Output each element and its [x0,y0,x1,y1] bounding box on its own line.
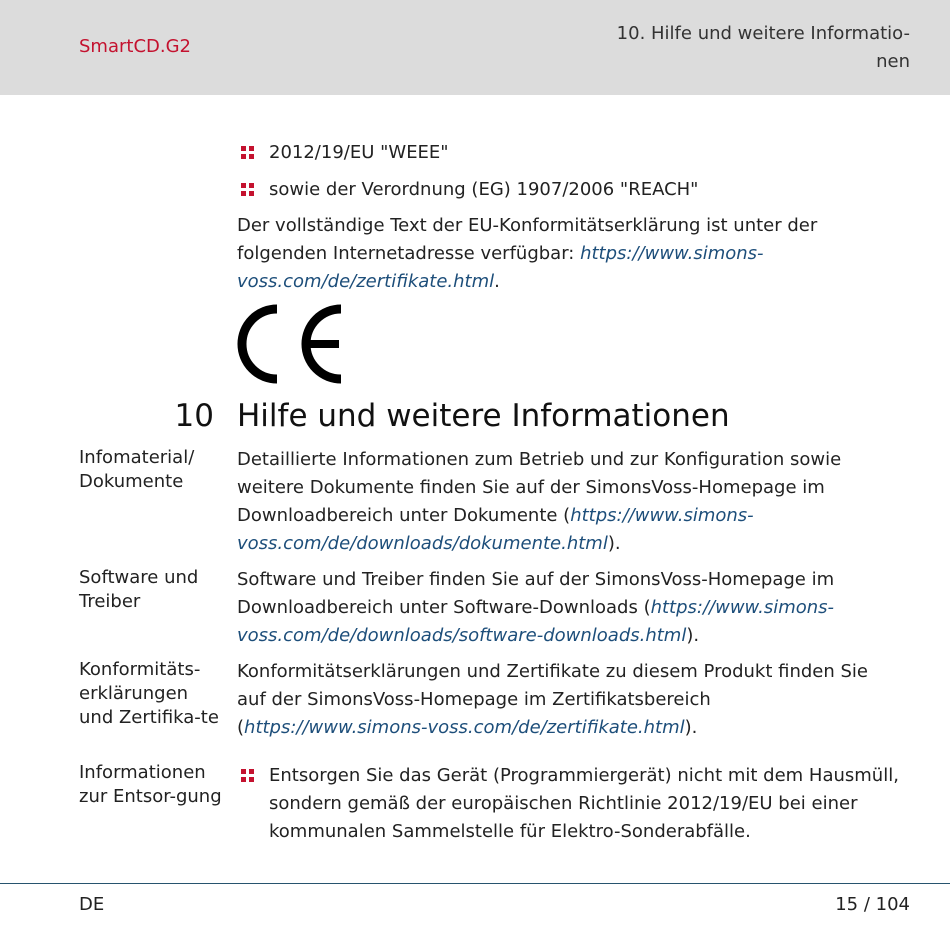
certificates-after: ). [684,717,698,738]
certificates-paragraph [237,658,902,742]
conformity-text: Der vollständige Text der EU-Konformitätserklärung ist unter der folgenden Internetadresse verfügbar: [237,215,818,264]
software-link[interactable]: https://www.simons-voss.com/de/downloads/software-downloads.html [237,597,835,646]
brand-name: SmartCD.G2 [79,36,191,57]
bullet-icon [241,183,254,196]
software-text: Software und Treiber finden Sie auf der SimonsVoss-Homepage im Downloadbereich unter Software-Downloads ( [237,569,835,618]
certificates-text: Konformitätserklärungen und Zertifikate zu diesem Produkt finden Sie auf der SimonsVoss-Homepage im Zertifikatsbereich ( [237,661,869,738]
bullet-text: 2012/19/EU "WEEE" [269,142,449,163]
documents-link[interactable]: https://www.simons-voss.com/de/downloads/dokumente.html [237,505,754,554]
conformity-after: . [494,271,500,292]
ce-mark-icon [237,304,347,384]
certificates-page-link[interactable]: https://www.simons-voss.com/de/zertifikate.html [244,717,685,738]
footer-language: DE [79,894,105,915]
section-number: 10 [174,398,214,434]
bullet-icon [241,769,254,782]
side-label-software: Software und Treiber [79,567,199,612]
certificates-link[interactable]: https://www.simons-voss.com/de/zertifikate.html [237,243,764,292]
bullet-text: sowie der Verordnung (EG) 1907/2006 "REACH" [269,179,699,200]
conformity-paragraph [237,212,902,296]
side-label-disposal: Informationen zur Entsor-gung [79,762,222,807]
footer-divider [0,883,950,884]
info-after: ). [607,533,621,554]
section-title: Hilfe und weitere Informationen [237,398,730,434]
page-number: 15 / 104 [835,894,910,915]
chapter-title-line-1: 10. Hilfe und weitere Informatio- [616,23,910,44]
info-text: Detaillierte Informationen zum Betrieb und zur Konfiguration sowie weitere Dokumente finden Sie auf der SimonsVoss-Homepage im Downloadbereich unter Dokumente ( [237,449,842,526]
disposal-text: Entsorgen Sie das Gerät (Programmiergerät) nicht mit dem Hausmüll, sondern gemäß der europäischen Richtlinie 2012/19/EU bei einer kommunalen Sammelstelle für Elektro-Sonderabfälle. [269,765,899,842]
software-paragraph [237,566,902,650]
chapter-title-line-2: nen [876,51,910,72]
side-label-certificates: Konformitäts-erklärungen und Zertifika-te [79,659,219,728]
info-paragraph [237,446,902,558]
side-label-info: Infomaterial/ Dokumente [79,447,195,492]
bullet-icon [241,146,254,159]
software-after: ). [686,625,700,646]
